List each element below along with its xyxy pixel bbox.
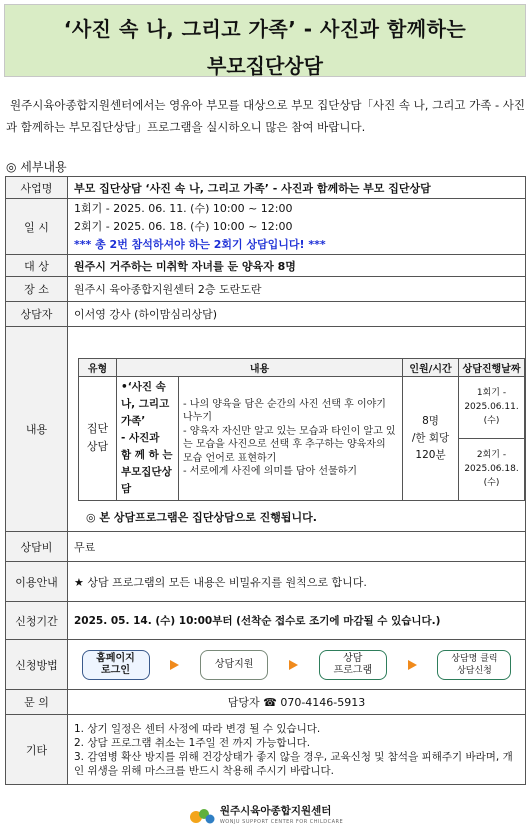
logo-text: 원주시육아종합지원센터: [219, 805, 332, 817]
detail-item: - 나의 양육을 담은 순간의 사진 선택 후 이야기 나누기: [183, 398, 386, 423]
inner-type: 집단 상담: [79, 376, 117, 500]
inner-people: [403, 376, 459, 500]
etc-label: 기타: [6, 715, 68, 785]
details-table: [5, 176, 526, 785]
target-value: 원주시 거주하는 미취학 자녀를 둔 양육자 8명: [68, 255, 526, 277]
place-label: 장 소: [6, 277, 68, 302]
inner-header-date: 상담진행날짜: [459, 358, 525, 376]
method-label: 신청방법: [6, 640, 68, 690]
content-note: ◎ 본 상담프로그램은 집단상담으로 진행됩니다.: [86, 510, 317, 524]
content-inner-table: [78, 358, 525, 501]
session-1-date: 2025.06.11.(수): [464, 402, 519, 426]
schedule-cell: [68, 199, 526, 255]
guide-label: 이용안내: [6, 562, 68, 602]
inner-header-type: 유형: [79, 358, 117, 376]
people-time: 120분: [415, 448, 446, 461]
name-line: 가족’: [121, 414, 146, 427]
step-counseling-support: [200, 650, 268, 680]
people-count: 8명: [422, 414, 439, 427]
name-line: 나, 그리고: [121, 397, 170, 410]
step-3-line-2: 프로그램: [333, 664, 373, 676]
counselor-label: 상담자: [6, 302, 68, 327]
step-counseling-program: [319, 650, 387, 680]
contact-label: 문 의: [6, 690, 68, 715]
intro-paragraph: 원주시육아종합지원센터에서는 영유아 부모를 대상으로 부모 집단상담「사진 속 나, 그리고 가족 - 사진과 함께하는 부모집단상담」프로그램을 실시하오니 많은 참여 바랍니다.: [6, 98, 525, 134]
name-line: - 사진과: [121, 431, 160, 444]
program-label: 사업명: [6, 177, 68, 199]
fee-label: 상담비: [6, 532, 68, 562]
period-label: 신청기간: [6, 602, 68, 640]
inner-header-content: 내용: [117, 358, 403, 376]
inner-program-name: [117, 376, 179, 500]
inner-details: [179, 376, 403, 500]
name-line: •‘사진 속: [121, 380, 166, 393]
fee-value: 무료: [68, 532, 526, 562]
session-1-label: 1회기 -: [476, 388, 507, 398]
method-cell: [68, 640, 526, 690]
step-2-line-1: 상담지원: [214, 658, 254, 670]
people-per: /한 회당: [411, 431, 450, 444]
target-label: 대 상: [6, 255, 68, 277]
etc-item: 3. 감염병 확산 방지를 위해 건강상태가 좋지 않을 경우, 교육신청 및 참석을 피해주기 바라며, 개인 위생을 위해 마스크를 반드시 착용해 주시기 바랍니다.: [74, 750, 513, 777]
title-line-2: 부모집단상담: [207, 54, 323, 78]
session-1: [459, 376, 525, 438]
step-1-line-2: 로그인: [101, 664, 130, 676]
schedule-notice: *** 총 2번 참석하셔야 하는 2회기 상담입니다! ***: [74, 237, 326, 251]
arrow-icon: [408, 660, 417, 670]
step-1-line-1: 홈페이지: [96, 652, 135, 664]
step-homepage-login: [82, 650, 150, 680]
step-apply: [437, 650, 511, 680]
section-label: ◎ 세부내용: [6, 160, 67, 174]
session-2-date: 2025.06.18.(수): [464, 464, 519, 488]
guide-value: ★ 상담 프로그램의 모든 내용은 비밀유지를 원칙으로 합니다.: [68, 562, 526, 602]
detail-item: - 양육자 자신만 알고 있는 모습과 타인이 알고 있는 모습을 사진으로 선택 후 추구하는 양육자의 모습 언어로 표현하기: [183, 425, 396, 464]
etc-cell: [68, 715, 526, 785]
contact-value: 담당자 ☎ 070-4146-5913: [68, 690, 526, 715]
inner-header-people: 인원/시간: [403, 358, 459, 376]
detail-item: - 서로에게 사진에 의미를 담아 선물하기: [183, 466, 358, 477]
title-banner: [4, 4, 526, 77]
session-2: [459, 438, 525, 500]
application-flow: [82, 650, 512, 680]
arrow-icon: [289, 660, 298, 670]
schedule-line-2: 2회기 - 2025. 06. 18. (수) 10:00 ~ 12:00: [74, 219, 293, 233]
step-4-line-2: 상담신청: [457, 665, 492, 676]
schedule-line-1: 1회기 - 2025. 06. 11. (수) 10:00 ~ 12:00: [74, 201, 293, 215]
etc-item: 2. 상담 프로그램 취소는 1주일 전 까지 가능합니다.: [74, 736, 311, 749]
step-4-line-1: 상담명 클릭: [451, 653, 498, 664]
counselor-value: 이서영 강사 (하이맘심리상담): [68, 302, 526, 327]
name-line: 부모집단상담: [121, 465, 172, 495]
session-2-label: 2회기 -: [476, 450, 507, 460]
footer-logo: [0, 806, 532, 831]
etc-item: 1. 상기 일정은 센터 사정에 따라 변경 될 수 있습니다.: [74, 722, 321, 735]
step-3-line-1: 상담: [343, 652, 363, 664]
arrow-icon: [170, 660, 179, 670]
name-line: 함 께 하 는: [121, 448, 173, 461]
schedule-label: 일 시: [6, 199, 68, 255]
content-label: 내용: [6, 327, 68, 532]
center-logo-icon: [189, 807, 215, 827]
period-value: 2025. 05. 14. (수) 10:00부터 (선착순 접수로 조기에 마감될 수 있습니다.): [68, 602, 526, 640]
content-cell: [68, 327, 526, 532]
title-line-1: ‘사진 속 나, 그리고 가족’ - 사진과 함께하는: [63, 17, 467, 41]
program-value: 부모 집단상담 ‘사진 속 나, 그리고 가족’ - 사진과 함께하는 부모 집단상담: [68, 177, 526, 199]
place-value: 원주시 육아종합지원센터 2층 도란도란: [68, 277, 526, 302]
logo-subtext: WONJU SUPPORT CENTER FOR CHILDCARE: [219, 819, 344, 825]
